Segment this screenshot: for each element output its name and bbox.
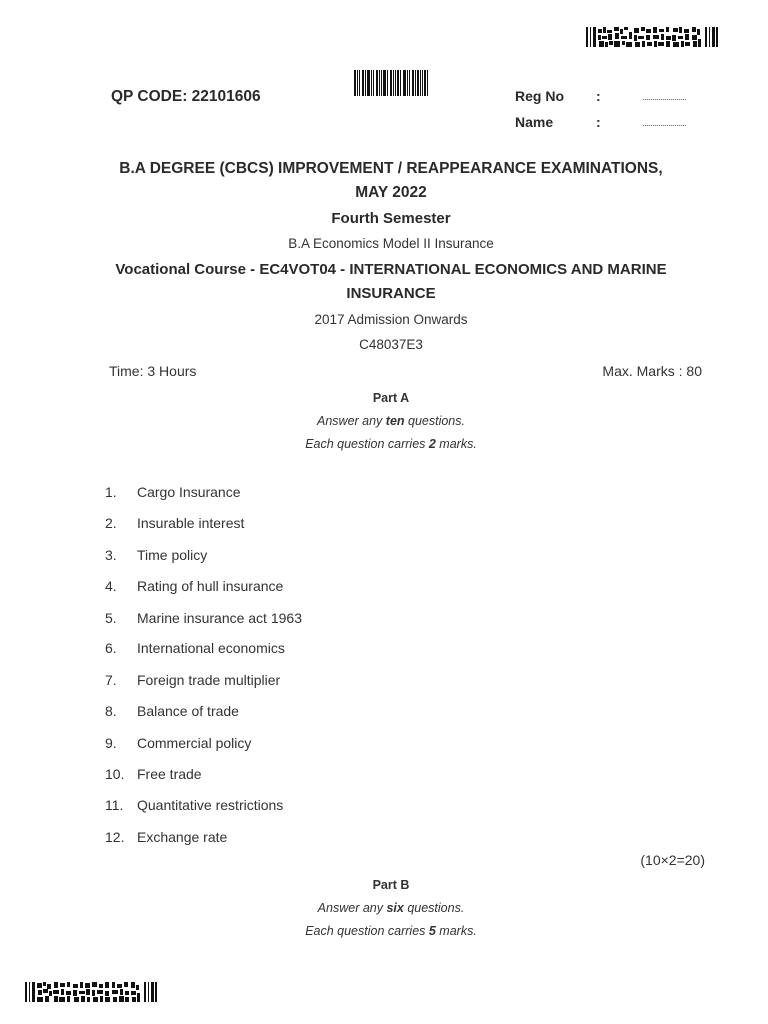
part-a-title: Part A (372, 391, 410, 405)
center-barcode (354, 70, 428, 96)
question-text: Rating of hull insurance (137, 578, 284, 594)
part-b-instruction-count: Answer any six questions. (317, 901, 465, 915)
paper-code: C48037E3 (359, 337, 423, 352)
part-b-title: Part B (372, 878, 410, 892)
question-text: Time policy (137, 547, 208, 563)
question-text: Free trade (137, 766, 202, 782)
exam-title-line1: B.A DEGREE (CBCS) IMPROVEMENT / REAPPEARANCE EXAMINATIONS, (119, 160, 663, 177)
exam-duration: Time: 3 Hours (109, 363, 197, 379)
question-number: 6. (105, 640, 117, 656)
question-text: Balance of trade (137, 703, 239, 719)
question-number: 12. (105, 829, 125, 845)
question-text: Cargo Insurance (137, 484, 241, 500)
question-number: 5. (105, 610, 117, 626)
top-right-barcode (586, 27, 718, 47)
part-a-score-summary: (10×2=20) (640, 852, 705, 868)
question-text: Exchange rate (137, 829, 228, 845)
admission-note: 2017 Admission Onwards (314, 312, 468, 327)
qp-code: QP CODE: 22101606 (111, 88, 261, 105)
reg-no-label: Reg No (515, 88, 564, 104)
question-number: 11. (105, 797, 124, 813)
part-a-instruction-count: Answer any ten questions. (317, 414, 465, 428)
question-number: 1. (105, 484, 117, 500)
question-number: 8. (105, 703, 117, 719)
question-number: 3. (105, 547, 117, 563)
question-number: 4. (105, 578, 117, 594)
question-text: Foreign trade multiplier (137, 672, 281, 688)
part-a-instruction-marks: Each question carries 2 marks. (305, 437, 477, 451)
name-colon: : (596, 114, 601, 130)
question-text: International economics (137, 640, 285, 656)
max-marks: Max. Marks : 80 (602, 363, 702, 379)
semester-title: Fourth Semester (331, 210, 451, 227)
question-number: 9. (105, 735, 117, 751)
name-blank: ...................... (642, 118, 687, 128)
question-text: Quantitative restrictions (137, 797, 284, 813)
question-number: 7. (105, 672, 117, 688)
part-b-instruction-marks: Each question carries 5 marks. (305, 924, 477, 938)
bottom-left-barcode (25, 982, 157, 1002)
question-number: 10. (105, 766, 125, 782)
question-text: Marine insurance act 1963 (137, 610, 302, 626)
question-text: Insurable interest (137, 515, 245, 531)
question-text: Commercial policy (137, 735, 252, 751)
exam-title-line2: MAY 2022 (355, 184, 427, 201)
programme-name: B.A Economics Model II Insurance (288, 236, 494, 251)
name-label: Name (515, 114, 554, 130)
question-number: 2. (105, 515, 117, 531)
reg-no-colon: : (596, 88, 601, 104)
course-title-line1: Vocational Course - EC4VOT04 - INTERNATIONAL ECONOMICS AND MARINE (115, 261, 667, 278)
course-title-line2: INSURANCE (346, 285, 436, 302)
reg-no-blank: ...................... (642, 92, 687, 102)
